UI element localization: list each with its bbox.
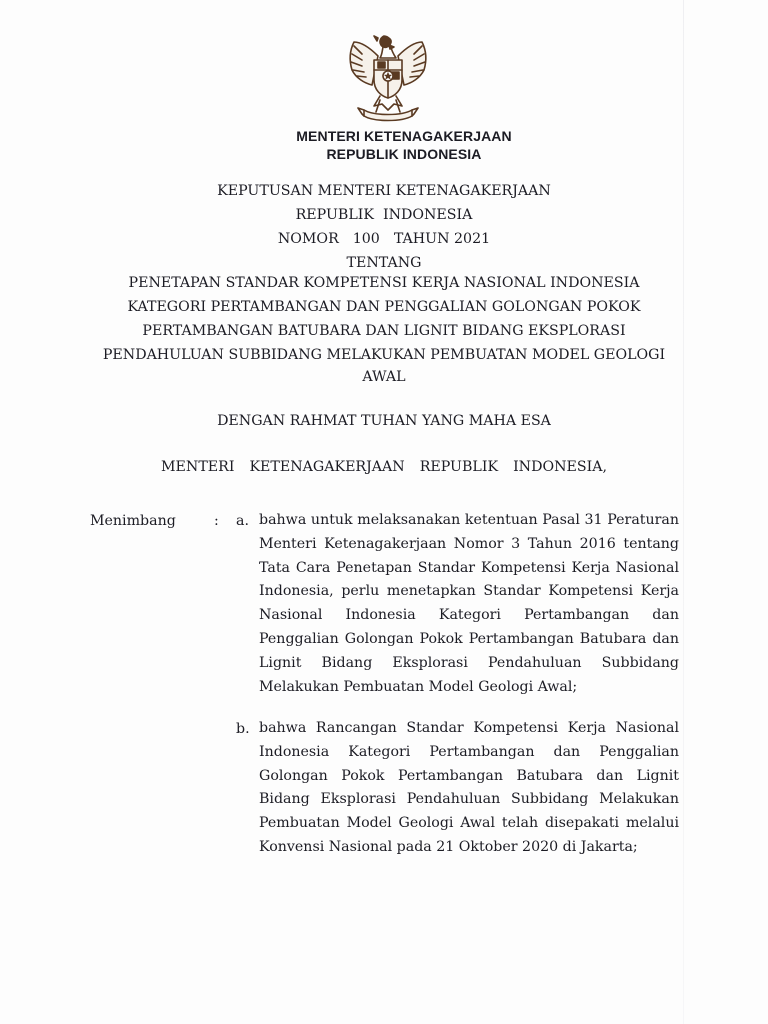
nomor-value: 100 (352, 231, 380, 247)
tentang-heading: TENTANG (346, 255, 422, 271)
considering-colon: : (214, 513, 219, 529)
invocation: DENGAN RAHMAT TUHAN YANG MAHA ESA (217, 413, 551, 429)
considering-item: bahwa Rancangan Standar Kompetensi Kerja Nasional Indonesia Kategori Pertambangan dan Penggalian Golongan Pokok Pertambangan Batubara dan Lignit Bidang Eksplorasi Pendahuluan Subbidang Melakukan Pembuatan Model Geologi Awal telah disepakati melalui Konvensi Nasional pada 21 Oktober 2020 di Jakarta; (259, 720, 679, 855)
nomor-label: NOMOR (277, 231, 339, 247)
considering-label: Menimbang (90, 513, 176, 529)
subject-line: PENDAHULUAN SUBBIDANG MELAKUKAN PEMBUATAN MODEL GEOLOGI (102, 347, 666, 363)
decree-number-line (0, 230, 768, 248)
item-letter: b. (236, 721, 250, 737)
tahun-label: TAHUN 2021 (393, 231, 491, 247)
subject-line: PERTAMBANGAN BATUBARA DAN LIGNIT BIDANG EKSPLORASI (142, 323, 626, 339)
garuda-emblem-icon (340, 30, 436, 126)
subject-line: AWAL (362, 369, 406, 385)
subject-line: KATEGORI PERTAMBANGAN DAN PENGGALIAN GOLONGAN POKOK (127, 299, 641, 315)
considering-item: bahwa untuk melaksanakan ketentuan Pasal 31 Peraturan Menteri Ketenagakerjaan Nomor 3 Tahun 2016 tentang Tata Cara Penetapan Standar Kompetensi Kerja Nasional Indonesia, perlu menetapkan Standar Kompetensi Kerja Nasional Indonesia Kategori Pertambangan dan Penggalian Golongan Pokok Pertambangan Batubara dan Lignit Bidang Eksplorasi Pendahuluan Subbidang Melakukan Pembuatan Model Geologi Awal; (259, 512, 679, 695)
item-letter: a. (236, 513, 249, 529)
decree-title: KEPUTUSAN MENTERI KETENAGAKERJAAN (217, 183, 551, 199)
issuing-authority: MENTERI KETENAGAKERJAAN REPUBLIK INDONESIA, (161, 459, 607, 475)
ministry-country: REPUBLIK INDONESIA (326, 146, 482, 162)
subject-line: PENETAPAN STANDAR KOMPETENSI KERJA NASIONAL INDONESIA (128, 275, 640, 291)
decree-country: REPUBLIK INDONESIA (295, 207, 473, 223)
ministry-name: MENTERI KETENAGAKERJAAN (296, 128, 512, 144)
